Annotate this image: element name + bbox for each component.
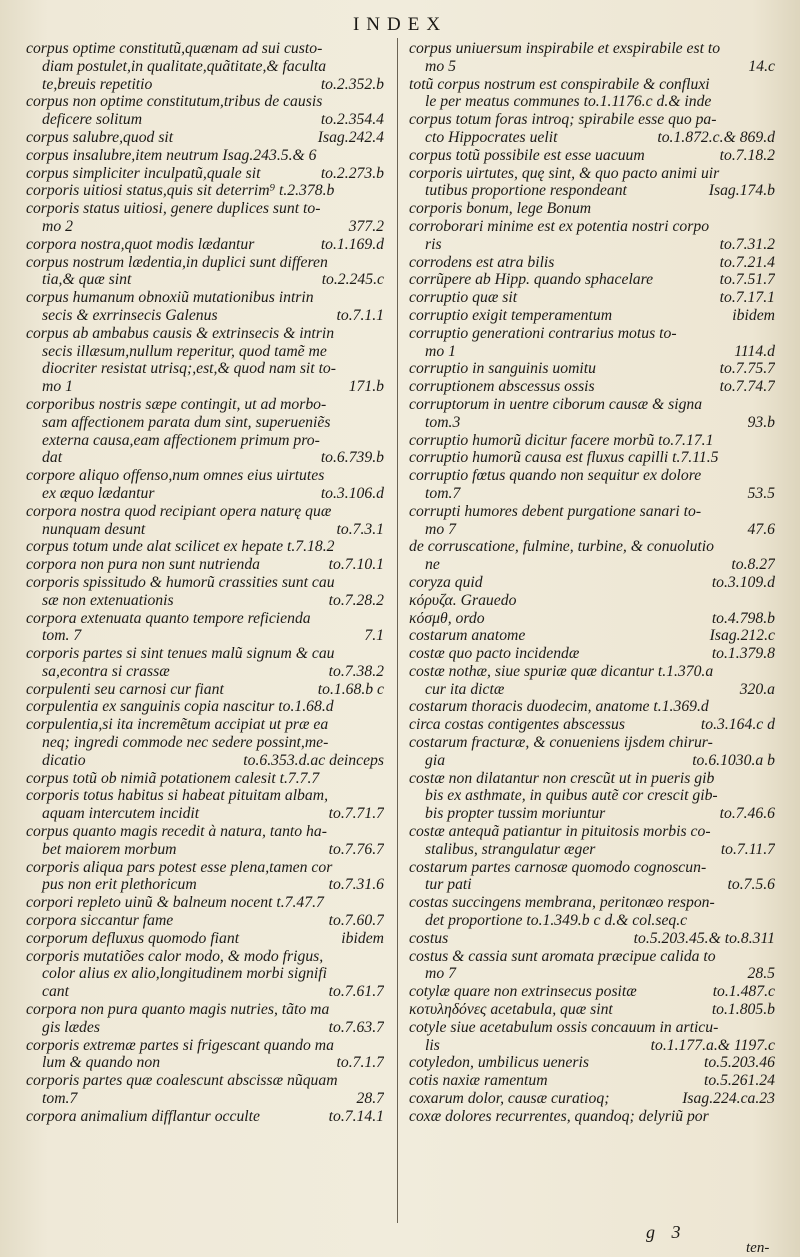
entry-line: bet maiorem morbum (42, 840, 177, 858)
index-entry (409, 165, 775, 201)
entry-reference: to.7.1.7 (336, 1054, 384, 1072)
index-entry (409, 218, 775, 254)
index-entry (26, 1037, 384, 1073)
index-entry (26, 467, 384, 503)
index-entry (26, 698, 384, 716)
entry-line: corpora non pura non sunt nutrienda (26, 556, 261, 574)
index-entry (409, 1090, 775, 1108)
entry-reference: to.7.31.6 (328, 876, 384, 894)
entry-line: corpora animalium difflantur occulte (26, 1107, 260, 1125)
index-entry (409, 1054, 775, 1072)
index-entry (409, 289, 775, 307)
entry-line: mo 7 (425, 520, 456, 538)
index-entry (409, 823, 775, 859)
entry-reference: to.6.353.d.ac deinceps (243, 751, 384, 769)
index-entry (26, 200, 384, 236)
index-entry (409, 432, 775, 450)
entry-line: sam affectionem parata dum sint, superueniẽs (42, 413, 331, 431)
entry-line: corpulenti seu carnosi cur fiant (26, 680, 224, 698)
entry-reference: to.5.261.24 (703, 1072, 775, 1090)
index-entry (26, 645, 384, 681)
index-entry (409, 948, 775, 984)
index-entry (26, 289, 384, 325)
entry-line: sa,econtra si crassæ (42, 662, 170, 680)
entry-line: coxæ dolores recurrentes, quandoq; delyriũ por (409, 1107, 709, 1125)
entry-line: diam postulet,in qualitate,quãtitate,& faculta (42, 57, 327, 75)
entry-line: corporis extremæ partes si frigescant quando ma (26, 1036, 334, 1054)
entry-line: corpus totũ ob nimiã potationem calesit t.7.7.7 (26, 769, 320, 787)
index-entry (409, 40, 775, 76)
entry-reference: to.5.203.45.& to.8.311 (633, 929, 775, 947)
index-entry (409, 467, 775, 503)
entry-line: costus (409, 929, 449, 947)
index-entry (409, 1001, 775, 1019)
entry-reference: to.7.74.7 (719, 378, 775, 396)
entry-line: corporis mutatiões calor modo, & modo frigus, (26, 947, 324, 965)
entry-line: corpus nostrum lædentia,in duplici sunt differen (26, 253, 328, 271)
entry-line: corporibus nostris sæpe contingit, ut ad morbo- (26, 395, 327, 413)
entry-line: corpus totum foras introq; spirabile esse quo pa- (409, 111, 717, 129)
entry-line: corroborari minime est ex potentia nostri corpo (409, 217, 710, 235)
entry-line: corpora non pura quanto magis nutries, tãto ma (26, 1001, 330, 1019)
entry-line: costus & cassia sunt aromata præcipue calida to (409, 947, 716, 965)
entry-line: color alius ex alio,longitudinem morbi signifi (42, 965, 327, 983)
entry-line: corpus optime constitutũ,quænam ad sui custo- (26, 40, 323, 57)
index-entry (409, 271, 775, 289)
entry-reference: 7.1 (364, 627, 384, 645)
entry-line: cur ita dictæ (425, 680, 505, 698)
index-entry (409, 734, 775, 770)
index-entry (26, 770, 384, 788)
entry-reference: 53.5 (747, 484, 775, 502)
entry-reference: to.1.872.c.& 869.d (657, 128, 775, 146)
entry-line: costarum partes carnosæ quomodo cognoscun- (409, 858, 707, 876)
entry-reference: 171.b (348, 378, 384, 396)
entry-reference: 1114.d (734, 342, 775, 360)
entry-line: corporis spissitudo & humorũ crassities sunt cau (26, 573, 335, 591)
entry-line: corruptionem abscessus ossis (409, 378, 595, 396)
index-entry (409, 503, 775, 539)
entry-reference: to.7.3.1 (336, 520, 384, 538)
entry-line: costas succingens membrana, peritonæo respon- (409, 894, 715, 912)
entry-line: corpora nostra quod recipiant opera naturę quæ (26, 502, 332, 520)
column-divider (397, 38, 398, 1223)
entry-reference: to.7.11.7 (720, 840, 775, 858)
entry-line: corpus uniuersum inspirabile et exspirabile est to (409, 40, 721, 57)
entry-reference: to.7.14.1 (328, 1107, 384, 1125)
entry-line: ne (425, 556, 440, 574)
entry-line: le per meatus communes to.1.1176.c d.& inde (425, 93, 712, 111)
index-entry (409, 1108, 775, 1126)
entry-line: tom.7 (42, 1090, 78, 1108)
index-entry (409, 698, 775, 716)
index-entry (409, 627, 775, 645)
entry-line: costæ antequã patiantur in pituitosis morbis co- (409, 823, 711, 841)
entry-reference: to.3.164.c d (700, 716, 775, 734)
entry-reference: to.7.21.4 (719, 253, 775, 271)
entry-line: diocriter resistat utrisq;,est,& quod nam sit to- (42, 360, 336, 378)
index-entry (409, 859, 775, 895)
entry-line: corporis partes quæ coalescunt abscissæ nũquam (26, 1072, 338, 1090)
index-entry (26, 396, 384, 467)
entry-line: lum & quando non (42, 1054, 161, 1072)
entry-reference: to.2.352.b (320, 75, 384, 93)
index-entry (26, 165, 384, 183)
index-entry (26, 859, 384, 895)
entry-reference: to.7.5.6 (727, 876, 775, 894)
entry-line: dat (42, 449, 63, 467)
entry-line: ris (425, 235, 442, 253)
entry-line: corpus simpliciter inculpatũ,quale sit (26, 164, 261, 182)
entry-line: sæ non extenuationis (42, 591, 174, 609)
entry-line: cotyle siue acetabulum ossis concauum in articu- (409, 1018, 719, 1036)
index-entry (26, 1001, 384, 1037)
entry-reference: Isag.224.ca.23 (682, 1090, 775, 1108)
index-entry (26, 254, 384, 290)
entry-line: de corruscatione, fulmine, turbine, & conuolutio (409, 538, 714, 556)
entry-line: corruptio humorũ causa est fluxus capilli t.7.11.5 (409, 449, 719, 467)
entry-line: corpulentia,si ita incremẽtum accipiat ut præ ea (26, 716, 329, 734)
index-entry (409, 1019, 775, 1055)
index-entry (26, 325, 384, 396)
index-entry (26, 182, 384, 200)
index-entry (26, 129, 384, 147)
index-entry (26, 894, 384, 912)
index-entry (26, 787, 384, 823)
entry-line: dicatio (42, 751, 86, 769)
entry-line: corrũpere ab Hipp. quando sphacelare (409, 271, 654, 289)
entry-reference: to.7.51.7 (719, 271, 775, 289)
entry-line: corpus totum unde alat scilicet ex hepate t.7.18.2 (26, 538, 335, 556)
index-entry (26, 1072, 384, 1108)
entry-line: corruptio fœtus quando non sequitur ex dolore (409, 467, 702, 485)
entry-line: mo 7 (425, 965, 456, 983)
entry-line: corporis totus habitus si habeat pituitam albam, (26, 787, 328, 805)
entry-reference: to.7.46.6 (719, 805, 775, 823)
entry-line: neq; ingredi commode nec sedere possint,me- (42, 734, 329, 752)
entry-reference: ibidem (341, 929, 384, 947)
index-entry (26, 556, 384, 574)
entry-line: coxarum dolor, causæ curatioq; (409, 1090, 610, 1108)
entry-line: corpore aliquo offenso,num omnes eius uirtutes (26, 467, 325, 485)
entry-line: mo 2 (42, 217, 73, 235)
entry-reference: to.7.60.7 (328, 912, 384, 930)
index-entry (409, 76, 775, 112)
entry-line: lis (425, 1036, 440, 1054)
entry-line: corporis bonum, lege Bonum (409, 200, 592, 218)
entry-line: tia,& quæ sint (42, 271, 132, 289)
entry-line: nunquam desunt (42, 520, 146, 538)
entry-line: corporum defluxus quomodo fiant (26, 929, 240, 947)
entry-reference: to.6.739.b (320, 449, 384, 467)
entry-reference: to.7.71.7 (328, 805, 384, 823)
index-entry (409, 200, 775, 218)
entry-line: cto Hippocrates uelit (425, 128, 558, 146)
entry-reference: to.7.61.7 (328, 983, 384, 1001)
entry-reference: to.7.28.2 (328, 591, 384, 609)
entry-line: corpori repleto uinũ & balneum nocent t.7.47.7 (26, 894, 324, 912)
entry-line: cotyledon, umbilicus ueneris (409, 1054, 589, 1072)
entry-line: tom.3 (425, 413, 461, 431)
entry-line: corpus salubre,quod sit (26, 128, 174, 146)
entry-line: bis ex asthmate, in quibus autẽ cor crescit gib- (425, 787, 718, 805)
index-entry (26, 574, 384, 610)
index-entry (409, 770, 775, 823)
entry-line: corporis aliqua pars potest esse plena,tamen cor (26, 858, 333, 876)
entry-reference: to.3.106.d (320, 484, 384, 502)
entry-line: deficere solitum (42, 111, 143, 129)
entry-reference: 47.6 (747, 520, 775, 538)
entry-line: corruptorum in uentre ciborum causæ & signa (409, 395, 703, 413)
entry-line: tutibus proportione respondeant (425, 182, 627, 200)
entry-line: coryza quid (409, 573, 483, 591)
entry-line: bis propter tussim moriuntur (425, 805, 606, 823)
index-entry (26, 538, 384, 556)
entry-line: corruptio generationi contrarius motus to- (409, 324, 677, 342)
index-entry (409, 983, 775, 1001)
entry-line: cant (42, 983, 70, 1001)
entry-line: gia (425, 751, 446, 769)
entry-reference: to.2.354.4 (320, 111, 384, 129)
index-entry (409, 325, 775, 361)
entry-line: costæ non dilatantur non crescũt ut in pueris gib (409, 769, 715, 787)
entry-line: secis illæsum,nullum reperitur, quod tamẽ me (42, 342, 327, 360)
entry-line: corpora nostra,quot modis lædantur (26, 235, 255, 253)
entry-line: ex æquo lædantur (42, 484, 155, 502)
index-entry (409, 378, 775, 396)
entry-reference: 28.5 (747, 965, 775, 983)
entry-line: costarum fracturæ, & conueniens ijsdem chirur- (409, 734, 713, 752)
index-entry (409, 1072, 775, 1090)
index-entry (26, 1108, 384, 1126)
entry-line: det proportione to.1.349.b c d.& col.seq.c (425, 912, 688, 930)
entry-line: corpus non optime constitutum,tribus de causis (26, 93, 323, 111)
entry-reference: to.7.38.2 (328, 662, 384, 680)
entry-line: corpus quanto magis recedit à natura, tanto ha- (26, 823, 327, 841)
entry-reference: to.7.76.7 (328, 840, 384, 858)
index-entry (26, 503, 384, 539)
entry-line: corrodens est atra bilis (409, 253, 555, 271)
index-entry (409, 254, 775, 272)
entry-reference: to.7.17.1 (719, 289, 775, 307)
index-entry (26, 147, 384, 165)
entry-line: tom. 7 (42, 627, 82, 645)
entry-line: circa costas contigentes abscessus (409, 716, 625, 734)
entry-line: κοτυληδόνες acetabula, quæ sint (409, 1001, 613, 1019)
entry-line: corpus ab ambabus causis & extrinsecis & intrin (26, 324, 335, 342)
entry-line: costæ quo pacto incidendæ (409, 645, 580, 663)
entry-reference: to.7.1.1 (336, 306, 384, 324)
entry-line: corpus humanum obnoxiũ mutationibus intrin (26, 289, 314, 307)
entry-line: corporis uirtutes, quę sint, & quo pacto animi uir (409, 164, 720, 182)
index-entry (409, 645, 775, 663)
entry-reference: to.7.10.1 (328, 556, 384, 574)
entry-line: stalibus, strangulatur æger (425, 840, 596, 858)
entry-reference: to.7.31.2 (719, 235, 775, 253)
index-entry (409, 449, 775, 467)
entry-line: corruptio quæ sit (409, 289, 518, 307)
entry-reference: to.1.68.b c (317, 680, 384, 698)
entry-line: costarum thoracis duodecim, anatome t.1.369.d (409, 698, 709, 716)
entry-line: corruptio in sanguinis uomitu (409, 360, 596, 378)
index-entry (409, 111, 775, 147)
entry-line: cotis naxiæ ramentum (409, 1072, 548, 1090)
entry-line: totũ corpus nostrum est conspirabile & confluxi (409, 75, 710, 93)
index-entry (409, 574, 775, 592)
entry-line: corruptio exigit temperamentum (409, 306, 613, 324)
index-entry (26, 823, 384, 859)
entry-reference: 377.2 (348, 217, 384, 235)
signature-mark: g 3 (646, 1222, 687, 1242)
entry-line: tur pati (425, 876, 472, 894)
entry-reference: 28.7 (356, 1090, 384, 1108)
right-column (409, 40, 775, 1220)
entry-reference: 93.b (747, 413, 775, 431)
entry-line: costæ nothæ, siue spuriæ quæ dicantur t.1.370.a (409, 662, 714, 680)
entry-reference: Isag.242.4 (317, 128, 384, 146)
running-header: INDEX (352, 14, 448, 35)
entry-reference: to.7.18.2 (719, 146, 775, 164)
entry-reference: to.1.169.d (320, 235, 384, 253)
entry-line: corporis partes si sint tenues malũ signum & cau (26, 645, 335, 663)
entry-line: te,breuis repetitio (42, 75, 153, 93)
entry-line: mo 1 (42, 378, 73, 396)
entry-line: corrupti humores debent purgatione sanari to- (409, 502, 702, 520)
index-entry (409, 610, 775, 628)
entry-reference: 320.a (739, 680, 775, 698)
entry-reference: Isag.212.c (709, 627, 775, 645)
entry-reference: Isag.174.b (708, 182, 775, 200)
index-entry (409, 396, 775, 432)
index-entry (409, 360, 775, 378)
entry-line: corpus insalubre,item neutrum Isag.243.5.& 6 (26, 146, 317, 164)
index-entry (26, 236, 384, 254)
left-column (26, 40, 384, 1220)
entry-line: cotylæ quare non extrinsecus positæ (409, 983, 637, 1001)
entry-reference: to.1.487.c (712, 983, 775, 1001)
entry-reference: to.6.1030.a b (692, 751, 775, 769)
index-entry (409, 307, 775, 325)
index-entry (26, 40, 384, 93)
index-entry (409, 930, 775, 948)
entry-reference: to.3.109.d (711, 573, 775, 591)
index-entry (26, 610, 384, 646)
entry-reference: to.5.203.46 (703, 1054, 775, 1072)
entry-line: tom.7 (425, 484, 461, 502)
entry-reference: to.8.27 (731, 556, 775, 574)
entry-reference: 14.c (748, 57, 775, 75)
entry-line: externa causa,eam affectionem primum pro- (42, 431, 320, 449)
index-entry (409, 147, 775, 165)
index-entry (409, 663, 775, 699)
index-entry (26, 93, 384, 129)
index-entry (26, 912, 384, 930)
entry-reference: to.7.75.7 (719, 360, 775, 378)
entry-line: corpora extenuata quanto tempore reficienda (26, 609, 311, 627)
entry-line: κόσμθ, ordo (409, 609, 485, 627)
entry-line: mo 5 (425, 57, 456, 75)
entry-line: corporis status uitiosi, genere duplices sunt to- (26, 200, 321, 218)
entry-reference: to.4.798.b (711, 609, 775, 627)
index-entry (409, 716, 775, 734)
entry-reference: to.1.177.a.& 1197.c (650, 1036, 775, 1054)
entry-reference: to.7.63.7 (328, 1018, 384, 1036)
entry-reference: to.1.379.8 (711, 645, 775, 663)
entry-reference: ibidem (732, 306, 775, 324)
index-entry (26, 948, 384, 1001)
index-entry (409, 538, 775, 574)
index-entry (409, 592, 775, 610)
entry-reference: to.2.273.b (320, 164, 384, 182)
entry-line: mo 1 (425, 342, 456, 360)
entry-reference: to.2.245.c (321, 271, 384, 289)
entry-line: aquam intercutem incidit (42, 805, 200, 823)
entry-line: costarum anatome (409, 627, 526, 645)
index-entry (26, 930, 384, 948)
catchword: ten- (746, 1240, 770, 1256)
index-entry (409, 894, 775, 930)
entry-line: κόρυζα. Grauedo (409, 591, 517, 609)
entry-line: corpulentia ex sanguinis copia nascitur to.1.68.d (26, 698, 334, 716)
entry-reference: to.1.805.b (711, 1001, 775, 1019)
entry-line: corporis uitiosi status,quis sit deterrim⁹ t.2.378.b (26, 182, 335, 200)
entry-line: corpus totũ possibile est esse uacuum (409, 146, 645, 164)
entry-line: secis & exrrinsecis Galenus (42, 306, 218, 324)
index-entry (26, 681, 384, 699)
entry-line: gis lædes (42, 1018, 100, 1036)
entry-line: corruptio humorũ dicitur facere morbũ to.7.17.1 (409, 431, 714, 449)
entry-line: corpora siccantur fame (26, 912, 174, 930)
entry-line: pus non erit plethoricum (42, 876, 197, 894)
index-entry (26, 716, 384, 769)
